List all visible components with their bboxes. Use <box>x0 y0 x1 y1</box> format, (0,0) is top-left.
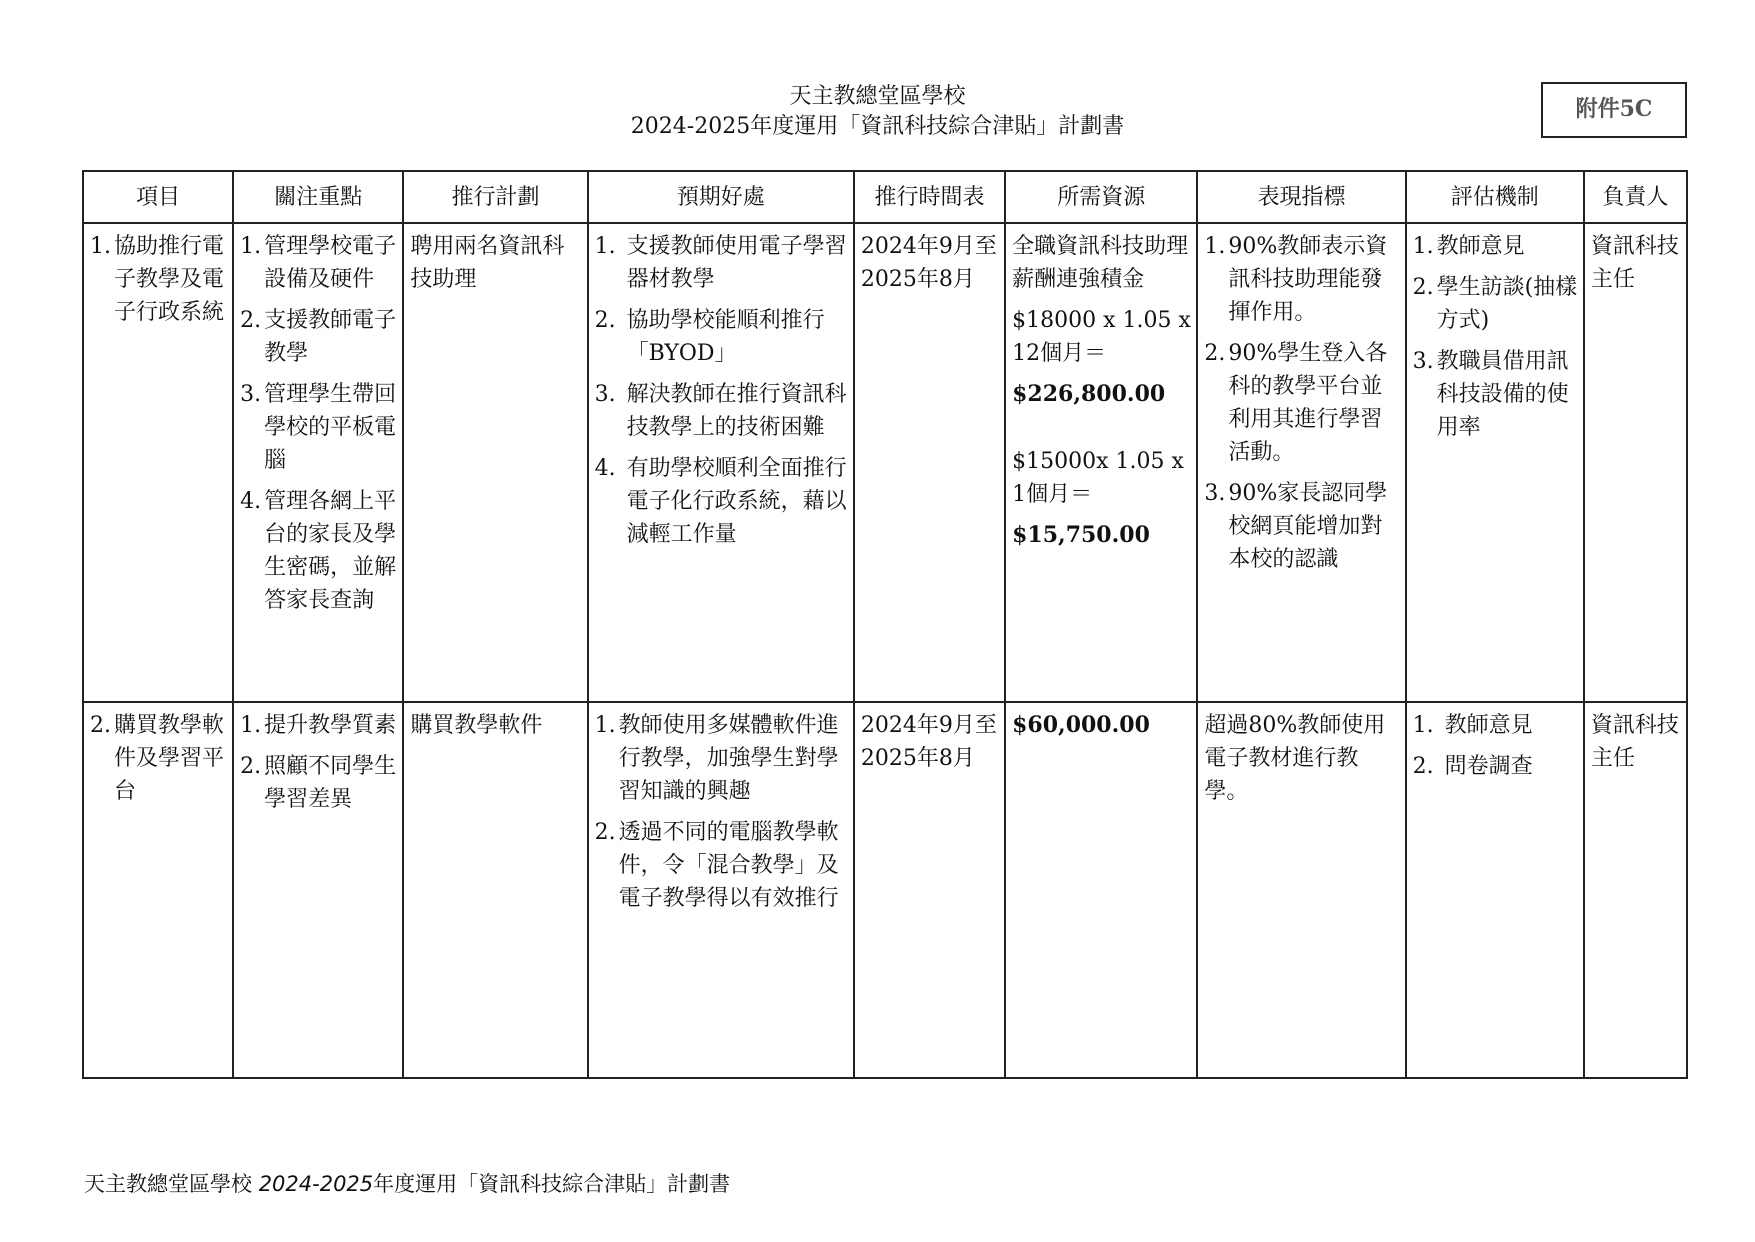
list-number: 2. <box>594 820 616 845</box>
list-text: 支援教師電子教學 <box>264 308 397 366</box>
annex-label: 附件5C <box>1541 82 1687 138</box>
list-number: 2. <box>240 308 262 333</box>
list-number: 3. <box>594 382 616 407</box>
list-text: 透過不同的電腦教學軟件，令「混合教學」及電子教學得以有效推行 <box>618 820 839 911</box>
list-number: 2. <box>1412 275 1434 300</box>
list-text: 提升教學質素 <box>264 713 397 738</box>
list-text: 支援教師使用電子學習器材教學 <box>626 234 847 292</box>
header-schedule: 推行時間表 <box>854 171 1005 223</box>
list-text: 教師意見 <box>1444 713 1533 738</box>
cell-evaluation <box>1406 223 1584 702</box>
document-title: 2024-2025年度運用「資訊科技綜合津貼」計劃書 <box>630 114 1125 139</box>
list-number: 1. <box>240 713 262 738</box>
header-focus: 關注重點 <box>233 171 403 223</box>
cell-plan <box>403 702 587 1078</box>
cell-person <box>1584 223 1687 702</box>
list-item <box>1413 345 1579 444</box>
plan-text: 購買教學軟件 <box>410 713 543 738</box>
cell-indicators <box>1197 702 1405 1078</box>
list-item <box>595 709 849 808</box>
list-text: 管理學生帶回學校的平板電腦 <box>264 382 397 473</box>
plan-text: 聘用兩名資訊科技助理 <box>410 234 565 292</box>
list-item <box>240 230 398 296</box>
list-text: 教職員借用訊科技設備的使用率 <box>1436 349 1569 440</box>
list-item <box>240 378 398 477</box>
list-number: 1. <box>594 234 616 259</box>
list-text: 教師使用多媒體軟件進行教學，加強學生對學習知識的興趣 <box>618 713 839 804</box>
list-item <box>595 230 849 296</box>
cell-item <box>83 223 233 702</box>
cell-benefits <box>588 223 854 702</box>
cell-focus <box>233 702 403 1078</box>
cell-evaluation <box>1406 702 1584 1078</box>
list-item <box>1413 230 1579 263</box>
list-text: 90%學生登入各科的教學平台並利用其進行學習活動。 <box>1228 341 1388 465</box>
table-row <box>83 223 1687 702</box>
table-row <box>83 702 1687 1078</box>
list-item <box>595 378 849 444</box>
list-text: 解決教師在推行資訊科技教學上的技術困難 <box>626 382 847 440</box>
header-plan: 推行計劃 <box>403 171 587 223</box>
list-item <box>240 709 398 742</box>
list-item <box>240 485 398 617</box>
list-text: 管理各網上平台的家長及學生密碼，並解答家長查詢 <box>264 489 397 613</box>
plan-table <box>82 170 1688 1079</box>
list-text: 90%教師表示資訊科技助理能發揮作用。 <box>1228 234 1388 325</box>
header-person: 負責人 <box>1584 171 1687 223</box>
schedule-text: 2024年9月至2025年8月 <box>860 234 997 292</box>
list-item <box>1413 750 1579 783</box>
list-text: 90%家長認同學校網頁能增加對本校的認識 <box>1228 481 1388 572</box>
list-number: 4. <box>594 456 616 481</box>
person-text: 資訊科技主任 <box>1590 234 1679 292</box>
item-number: 2. <box>90 713 111 738</box>
list-item <box>1204 230 1400 329</box>
cell-schedule <box>854 223 1005 702</box>
header-evaluation: 評估機制 <box>1406 171 1584 223</box>
cell-benefits <box>588 702 854 1078</box>
item-text: 購買教學軟件及學習平台 <box>114 713 225 804</box>
list-item <box>1204 477 1400 576</box>
footer-year: 2024-2025 <box>258 1172 374 1196</box>
indicator-text: 超過80%教師使用電子教材進行教學。 <box>1204 713 1386 804</box>
footer-school: 天主教總堂區學校 <box>84 1172 252 1196</box>
list-number: 4. <box>240 489 262 514</box>
list-item <box>595 304 849 370</box>
cell-item <box>83 702 233 1078</box>
list-item <box>595 816 849 915</box>
resource-calculation: $18000 x 1.05 x 12個月＝ <box>1012 308 1191 366</box>
list-number: 2. <box>1204 341 1226 366</box>
resource-description: 全職資訊科技助理薪酬連強積金 <box>1012 234 1189 292</box>
list-item <box>595 452 849 551</box>
document-title-block <box>0 82 1755 142</box>
header-resources: 所需資源 <box>1005 171 1197 223</box>
school-name: 天主教總堂區學校 <box>789 84 966 109</box>
list-item <box>1413 271 1579 337</box>
list-number: 1. <box>1412 234 1434 259</box>
person-text: 資訊科技主任 <box>1590 713 1679 771</box>
list-number: 3. <box>1204 481 1226 506</box>
cell-resources <box>1005 702 1197 1078</box>
header-benefits: 預期好處 <box>588 171 854 223</box>
header-indicators: 表現指標 <box>1197 171 1405 223</box>
cell-indicators <box>1197 223 1405 702</box>
resource-total: $15,750.00 <box>1012 522 1150 548</box>
cell-focus <box>233 223 403 702</box>
list-number: 3. <box>240 382 262 407</box>
list-item <box>1413 709 1579 742</box>
list-number: 1. <box>594 713 616 738</box>
list-text: 教師意見 <box>1436 234 1525 259</box>
list-text: 管理學校電子設備及硬件 <box>264 234 397 292</box>
list-number: 2. <box>1412 754 1434 779</box>
resource-calculation: $15000x 1.05 x 1個月＝ <box>1012 449 1184 507</box>
list-item <box>1204 337 1400 469</box>
resource-total: $226,800.00 <box>1012 381 1166 407</box>
table-header-row <box>83 171 1687 223</box>
list-number: 2. <box>594 308 616 333</box>
list-text: 照顧不同學生學習差異 <box>264 754 397 812</box>
list-text: 協助學校能順利推行「BYOD」 <box>626 308 825 366</box>
list-number: 1. <box>1412 713 1434 738</box>
page-footer <box>84 1168 730 1198</box>
footer-title: 年度運用「資訊科技綜合津貼」計劃書 <box>373 1172 731 1196</box>
list-text: 學生訪談(抽樣方式) <box>1436 275 1578 333</box>
header-item: 項目 <box>83 171 233 223</box>
cell-plan <box>403 223 587 702</box>
list-item <box>240 750 398 816</box>
resource-total: $60,000.00 <box>1012 712 1150 738</box>
list-number: 2. <box>240 754 262 779</box>
list-item <box>240 304 398 370</box>
item-number: 1. <box>90 234 111 259</box>
schedule-text: 2024年9月至2025年8月 <box>860 713 997 771</box>
list-number: 3. <box>1412 349 1434 374</box>
cell-person <box>1584 702 1687 1078</box>
cell-schedule <box>854 702 1005 1078</box>
list-number: 1. <box>1204 234 1226 259</box>
list-text: 有助學校順利全面推行電子化行政系統，藉以減輕工作量 <box>626 456 847 547</box>
cell-resources <box>1005 223 1197 702</box>
item-text: 協助推行電子教學及電子行政系統 <box>114 234 225 325</box>
list-number: 1. <box>240 234 262 259</box>
list-text: 問卷調查 <box>1444 754 1533 779</box>
